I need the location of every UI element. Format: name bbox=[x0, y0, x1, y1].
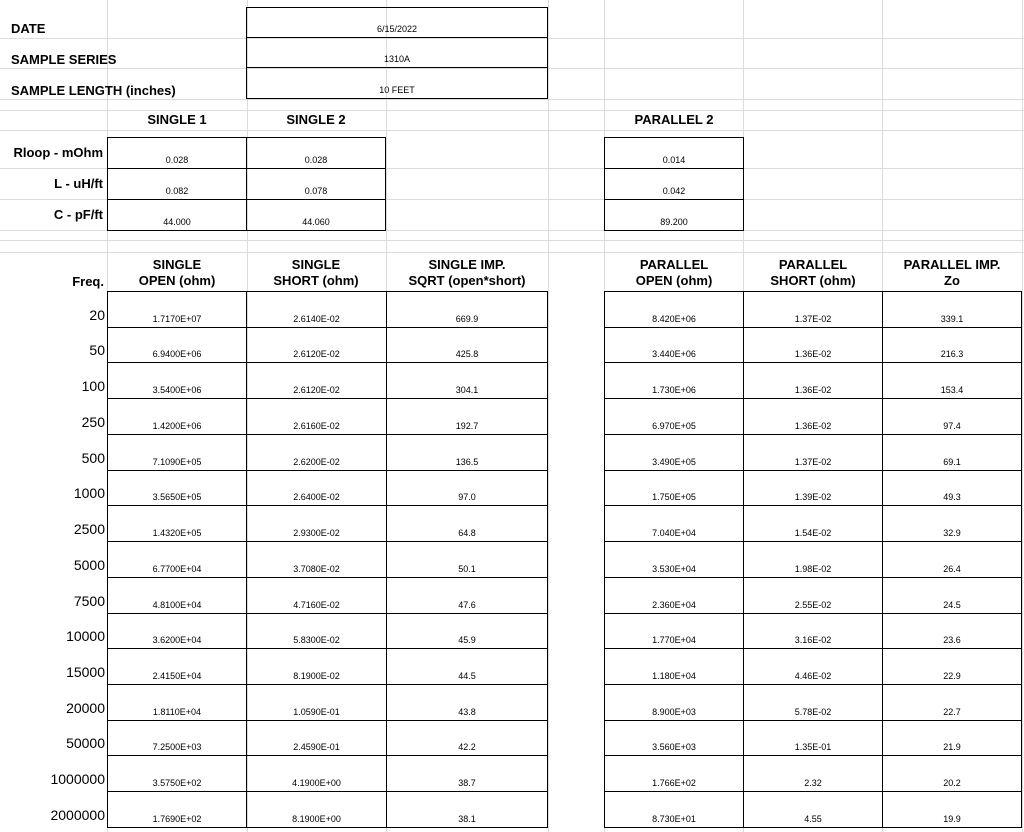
freq-cell: 5000 bbox=[73, 557, 105, 573]
param-cell-single1[interactable]: 0.028 bbox=[107, 137, 247, 169]
parallel-imp-cell[interactable]: 216.3 bbox=[882, 327, 1022, 363]
param-label: Rloop - mOhm bbox=[13, 145, 103, 160]
parallel-open-cell[interactable]: 7.040E+04 bbox=[604, 505, 744, 542]
freq-cell: 1000000 bbox=[50, 771, 105, 787]
single-short-cell[interactable]: 2.9300E-02 bbox=[246, 505, 387, 542]
parallel-open-cell[interactable]: 8.900E+03 bbox=[604, 684, 744, 721]
parallel-short-cell[interactable]: 5.78E-02 bbox=[743, 684, 883, 721]
parallel-imp-cell[interactable]: 49.3 bbox=[882, 470, 1022, 506]
sample-length-value[interactable]: 10 FEET bbox=[246, 67, 548, 99]
parallel-imp-cell[interactable]: 97.4 bbox=[882, 398, 1022, 435]
freq-cell: 2500 bbox=[73, 521, 105, 537]
parallel-short-cell[interactable]: 4.46E-02 bbox=[743, 648, 883, 685]
single-open-cell[interactable]: 3.5400E+06 bbox=[107, 362, 247, 399]
parallel-imp-cell[interactable]: 22.9 bbox=[882, 648, 1022, 685]
single-imp-cell[interactable]: 50.1 bbox=[386, 541, 548, 578]
parallel-imp-header bbox=[882, 257, 1022, 291]
single-open-cell[interactable]: 1.4200E+06 bbox=[107, 398, 247, 435]
single-imp-cell[interactable]: 42.2 bbox=[386, 720, 548, 756]
single-short-header bbox=[246, 257, 386, 291]
param-cell-parallel2[interactable]: 0.042 bbox=[604, 168, 744, 200]
single-open-cell[interactable]: 3.5750E+02 bbox=[107, 755, 247, 792]
single-short-cell[interactable]: 2.6120E-02 bbox=[246, 362, 387, 399]
date-value[interactable]: 6/15/2022 bbox=[246, 7, 548, 38]
parallel-short-cell[interactable]: 2.32 bbox=[743, 755, 883, 792]
parallel-short-cell[interactable]: 1.35E-01 bbox=[743, 720, 883, 756]
single-open-cell[interactable]: 1.8110E+04 bbox=[107, 684, 247, 721]
parallel-imp-cell[interactable]: 21.9 bbox=[882, 720, 1022, 756]
parallel-open-cell[interactable]: 1.770E+04 bbox=[604, 613, 744, 649]
single-short-cell[interactable]: 1.0590E-01 bbox=[246, 684, 387, 721]
single-imp-cell[interactable]: 38.1 bbox=[386, 791, 548, 828]
single-imp-cell[interactable]: 47.6 bbox=[386, 577, 548, 614]
parallel-imp-header-line1: PARALLEL IMP. bbox=[903, 257, 1001, 272]
single-open-cell[interactable]: 6.9400E+06 bbox=[107, 327, 247, 363]
single-short-cell[interactable]: 3.7080E-02 bbox=[246, 541, 387, 578]
freq-cell: 250 bbox=[81, 414, 105, 430]
single-short-cell[interactable]: 4.7160E-02 bbox=[246, 577, 387, 614]
parallel-short-cell[interactable]: 1.37E-02 bbox=[743, 434, 883, 471]
parallel-short-cell[interactable]: 1.98E-02 bbox=[743, 541, 883, 578]
single-short-cell[interactable]: 8.1900E+00 bbox=[246, 791, 387, 828]
parallel-short-cell[interactable]: 3.16E-02 bbox=[743, 613, 883, 649]
parallel-short-cell[interactable]: 1.36E-02 bbox=[743, 362, 883, 399]
parallel-imp-cell[interactable]: 22.7 bbox=[882, 684, 1022, 721]
parallel-imp-cell[interactable]: 339.1 bbox=[882, 291, 1022, 328]
param-cell-single1[interactable]: 0.082 bbox=[107, 168, 247, 200]
freq-cell: 20000 bbox=[66, 700, 105, 716]
single-imp-cell[interactable]: 425.8 bbox=[386, 327, 548, 363]
parallel-open-cell[interactable]: 1.180E+04 bbox=[604, 648, 744, 685]
parallel-open-cell[interactable]: 8.420E+06 bbox=[604, 291, 744, 328]
parallel-short-cell[interactable]: 1.36E-02 bbox=[743, 398, 883, 435]
freq-cell: 500 bbox=[81, 450, 105, 466]
parallel-open-cell[interactable]: 1.730E+06 bbox=[604, 362, 744, 399]
parallel-imp-cell[interactable]: 23.6 bbox=[882, 613, 1022, 649]
single-imp-header-line2: SQRT (open*short) bbox=[408, 273, 526, 288]
parallel-short-header bbox=[743, 257, 883, 291]
single-open-cell[interactable]: 1.7690E+02 bbox=[107, 791, 247, 828]
parallel-open-cell[interactable]: 1.750E+05 bbox=[604, 470, 744, 506]
single-short-cell[interactable]: 2.6200E-02 bbox=[246, 434, 387, 471]
single-imp-header-line1: SINGLE IMP. bbox=[428, 257, 506, 272]
single-short-cell[interactable]: 2.6140E-02 bbox=[246, 291, 387, 328]
freq-cell: 15000 bbox=[66, 664, 105, 680]
parallel-imp-cell[interactable]: 24.5 bbox=[882, 577, 1022, 614]
single-1-header: SINGLE 1 bbox=[147, 112, 207, 127]
single-imp-cell[interactable]: 44.5 bbox=[386, 648, 548, 685]
freq-cell: 50 bbox=[89, 342, 105, 358]
single-short-cell[interactable]: 2.6160E-02 bbox=[246, 398, 387, 435]
freq-cell: 20 bbox=[89, 307, 105, 323]
single-open-cell[interactable]: 1.7170E+07 bbox=[107, 291, 247, 328]
single-imp-cell[interactable]: 64.8 bbox=[386, 505, 548, 542]
single-open-header bbox=[107, 257, 247, 291]
single-imp-cell[interactable]: 97.0 bbox=[386, 470, 548, 506]
sample-series-value[interactable]: 1310A bbox=[246, 37, 548, 68]
single-open-cell[interactable]: 7.2500E+03 bbox=[107, 720, 247, 756]
single-open-cell[interactable]: 3.5650E+05 bbox=[107, 470, 247, 506]
parallel-short-cell[interactable]: 1.36E-02 bbox=[743, 327, 883, 363]
freq-cell: 2000000 bbox=[50, 807, 105, 823]
single-open-cell[interactable]: 4.8100E+04 bbox=[107, 577, 247, 614]
single-imp-cell[interactable]: 669.9 bbox=[386, 291, 548, 328]
param-label: L - uH/ft bbox=[54, 176, 103, 191]
param-cell-single2[interactable]: 0.078 bbox=[246, 168, 386, 200]
single-open-cell[interactable]: 2.4150E+04 bbox=[107, 648, 247, 685]
freq-cell: 1000 bbox=[73, 485, 105, 501]
sample-length-label: SAMPLE LENGTH (inches) bbox=[11, 82, 176, 98]
parallel-open-cell[interactable]: 3.440E+06 bbox=[604, 327, 744, 363]
parallel-imp-cell[interactable]: 69.1 bbox=[882, 434, 1022, 471]
parallel-short-cell[interactable]: 4.55 bbox=[743, 791, 883, 828]
gridline-horizontal bbox=[0, 110, 1024, 111]
single-open-header-line2: OPEN (ohm) bbox=[138, 273, 216, 288]
freq-cell: 7500 bbox=[73, 593, 105, 609]
sample-series-label: SAMPLE SERIES bbox=[11, 51, 117, 67]
parallel-imp-cell[interactable]: 153.4 bbox=[882, 362, 1022, 399]
parallel-imp-cell[interactable]: 32.9 bbox=[882, 505, 1022, 542]
parallel-open-cell[interactable]: 2.360E+04 bbox=[604, 577, 744, 614]
freq-cell: 100 bbox=[81, 378, 105, 394]
freq-cell: 50000 bbox=[66, 735, 105, 751]
parallel-open-cell[interactable]: 6.970E+05 bbox=[604, 398, 744, 435]
freq-cell: 10000 bbox=[66, 628, 105, 644]
gridline-horizontal bbox=[0, 240, 1024, 241]
single-short-cell[interactable]: 2.4590E-01 bbox=[246, 720, 387, 756]
single-imp-cell[interactable]: 45.9 bbox=[386, 613, 548, 649]
gridline-vertical bbox=[548, 0, 549, 832]
param-cell-parallel2[interactable]: 89.200 bbox=[604, 199, 744, 231]
single-open-cell[interactable]: 6.7700E+04 bbox=[107, 541, 247, 578]
single-open-cell[interactable]: 1.4320E+05 bbox=[107, 505, 247, 542]
parallel-imp-cell[interactable]: 26.4 bbox=[882, 541, 1022, 578]
parallel-open-cell[interactable]: 3.490E+05 bbox=[604, 434, 744, 471]
single-short-cell[interactable]: 2.6120E-02 bbox=[246, 327, 387, 363]
parallel-imp-header-line2: Zo bbox=[944, 273, 960, 288]
parallel-open-cell[interactable]: 3.560E+03 bbox=[604, 720, 744, 756]
single-2-header: SINGLE 2 bbox=[286, 112, 346, 127]
parallel-open-cell[interactable]: 3.530E+04 bbox=[604, 541, 744, 578]
date-label: DATE bbox=[11, 20, 46, 36]
parallel-short-cell[interactable]: 1.39E-02 bbox=[743, 470, 883, 506]
param-label: C - pF/ft bbox=[53, 207, 103, 222]
parallel-open-header-line2: OPEN (ohm) bbox=[635, 273, 713, 288]
single-imp-header bbox=[386, 257, 548, 291]
single-imp-cell[interactable]: 192.7 bbox=[386, 398, 548, 435]
single-short-header-line1: SINGLE bbox=[291, 257, 341, 272]
single-short-cell[interactable]: 4.1900E+00 bbox=[246, 755, 387, 792]
single-short-cell[interactable]: 8.1900E-02 bbox=[246, 648, 387, 685]
parallel-short-header-line2: SHORT (ohm) bbox=[770, 273, 856, 288]
parallel-imp-cell[interactable]: 19.9 bbox=[882, 791, 1022, 828]
parallel-open-header bbox=[604, 257, 744, 291]
parallel-open-header-line1: PARALLEL bbox=[639, 257, 709, 272]
param-cell-parallel2[interactable]: 0.014 bbox=[604, 137, 744, 169]
single-imp-cell[interactable]: 38.7 bbox=[386, 755, 548, 792]
single-open-cell[interactable]: 7.1090E+05 bbox=[107, 434, 247, 471]
parallel-2-header: PARALLEL 2 bbox=[634, 112, 714, 127]
single-imp-cell[interactable]: 136.5 bbox=[386, 434, 548, 471]
single-imp-cell[interactable]: 43.8 bbox=[386, 684, 548, 721]
single-short-cell[interactable]: 5.8300E-02 bbox=[246, 613, 387, 649]
parallel-short-cell[interactable]: 1.37E-02 bbox=[743, 291, 883, 328]
gridline-horizontal bbox=[0, 130, 1024, 131]
parallel-imp-cell[interactable]: 20.2 bbox=[882, 755, 1022, 792]
single-open-header-line1: SINGLE bbox=[152, 257, 202, 272]
parallel-short-cell[interactable]: 1.54E-02 bbox=[743, 505, 883, 542]
param-cell-single1[interactable]: 44.000 bbox=[107, 199, 247, 231]
single-open-cell[interactable]: 3.6200E+04 bbox=[107, 613, 247, 649]
param-cell-single2[interactable]: 44.060 bbox=[246, 199, 386, 231]
gridline-horizontal bbox=[0, 252, 1024, 253]
param-cell-single2[interactable]: 0.028 bbox=[246, 137, 386, 169]
single-imp-cell[interactable]: 304.1 bbox=[386, 362, 548, 399]
gridline-vertical bbox=[1022, 0, 1023, 832]
single-short-header-line2: SHORT (ohm) bbox=[273, 273, 359, 288]
freq-header: Freq. bbox=[72, 274, 104, 289]
parallel-short-header-line1: PARALLEL bbox=[778, 257, 848, 272]
single-short-cell[interactable]: 2.6400E-02 bbox=[246, 470, 387, 506]
parallel-open-cell[interactable]: 1.766E+02 bbox=[604, 755, 744, 792]
parallel-short-cell[interactable]: 2.55E-02 bbox=[743, 577, 883, 614]
parallel-open-cell[interactable]: 8.730E+01 bbox=[604, 791, 744, 828]
